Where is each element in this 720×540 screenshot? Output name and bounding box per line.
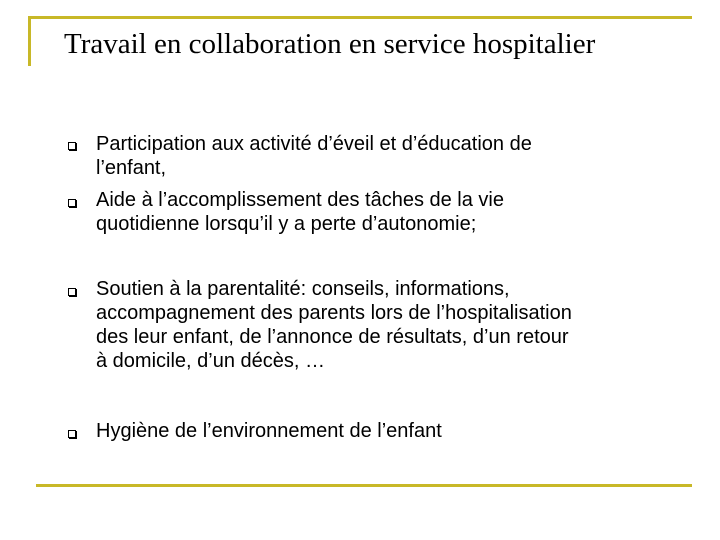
- slide-title: Travail en collaboration en service hospitalier: [64, 28, 596, 60]
- hollow-square-bullet-icon: [68, 430, 76, 438]
- hollow-square-bullet-icon: [68, 199, 76, 207]
- bullet-item-soutien: [96, 277, 686, 373]
- top-rule: [28, 16, 692, 19]
- bottom-rule: [36, 484, 692, 487]
- left-rule: [28, 16, 31, 66]
- hollow-square-bullet-icon: [68, 288, 76, 296]
- hollow-square-bullet-icon: [68, 142, 76, 150]
- bullet-line: Aide à l’accomplissement des tâches de la vie: [96, 189, 504, 211]
- bullet-line: Soutien à la parentalité: conseils, informations,: [96, 278, 510, 300]
- bullet-line: des leur enfant, de l’annonce de résultats, d’un retour: [96, 326, 569, 348]
- bullet-item-hygiene: [96, 419, 686, 443]
- bullet-line: accompagnement des parents lors de l’hospitalisation: [96, 302, 572, 324]
- bullet-line: Participation aux activité d’éveil et d’éducation de: [96, 133, 532, 155]
- bullet-line: l’enfant,: [96, 157, 167, 179]
- bullet-item-aide: [96, 188, 686, 236]
- bullet-line: Hygiène de l’environnement de l’enfant: [96, 420, 442, 442]
- bullet-item-participation: [96, 132, 686, 180]
- bullet-line: à domicile, d’un décès, …: [96, 350, 326, 372]
- bullet-line: quotidienne lorsqu’il y a perte d’autonomie;: [96, 213, 477, 235]
